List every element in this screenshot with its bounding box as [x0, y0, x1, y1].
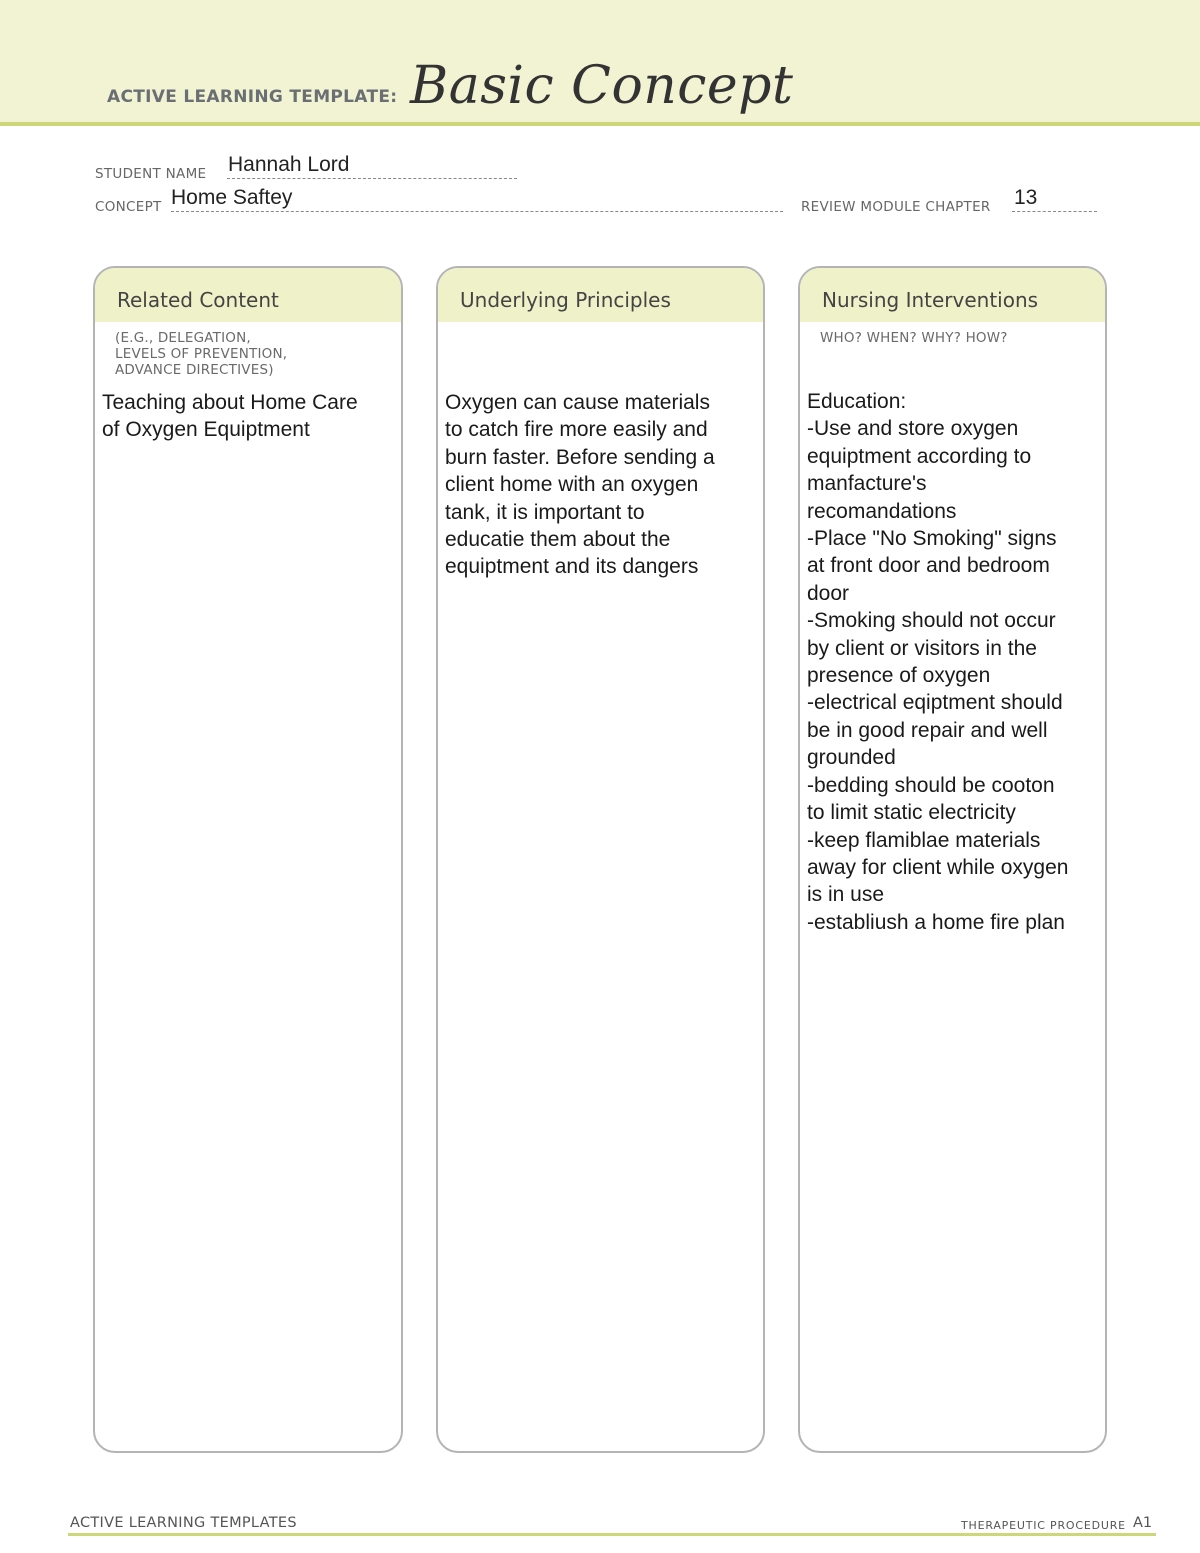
template-title: Basic Concept [410, 56, 794, 116]
text-line: client home with an oxygen [445, 473, 699, 497]
text-line: manfacture's [807, 472, 927, 496]
text-line: presence of oxygen [807, 664, 991, 688]
text-line: is in use [807, 883, 885, 907]
review-module-chapter-field[interactable]: 13 [1014, 186, 1038, 209]
text-line: Oxygen can cause materials [445, 391, 710, 414]
template-label: ACTIVE LEARNING TEMPLATE: [107, 87, 398, 107]
text-line: -electrical eqiptment should [807, 691, 1063, 715]
text-line: -Use and store oxygen [807, 417, 1019, 441]
text-line: grounded [807, 746, 896, 770]
related-content-card [93, 266, 403, 1453]
review-module-underline [1012, 211, 1097, 212]
header-divider [0, 122, 1200, 126]
hint-line: LEVELS OF PREVENTION, [115, 346, 288, 362]
nursing-interventions-hint [820, 330, 1008, 346]
text-line: of Oxygen Equiptment [102, 418, 310, 442]
student-name-underline [227, 178, 517, 179]
text-line: Teaching about Home Care [102, 391, 358, 414]
text-line: -keep flamiblae materials [807, 828, 1041, 852]
related-content-text[interactable] [102, 389, 397, 444]
text-line: burn faster. Before sending a [445, 445, 715, 469]
text-line: door [807, 581, 850, 605]
nursing-interventions-card [798, 266, 1107, 1453]
text-line: be in good repair and well [807, 718, 1048, 742]
concept-underline [171, 211, 783, 212]
text-line: away for client while oxygen [807, 855, 1069, 879]
underlying-principles-text[interactable] [445, 389, 759, 581]
text-line: at front door and bedroom [807, 554, 1050, 578]
student-name-label: STUDENT NAME [95, 166, 207, 182]
text-line: recomandations [807, 499, 957, 523]
related-content-title: Related Content [117, 288, 279, 312]
footer-divider [68, 1533, 1156, 1536]
text-line: -bedding should be cooton [807, 773, 1055, 797]
nursing-interventions-title: Nursing Interventions [822, 288, 1039, 312]
text-line: equiptment and its dangers [445, 555, 699, 579]
concept-label: CONCEPT [95, 199, 162, 215]
underlying-principles-title: Underlying Principles [460, 288, 671, 312]
text-line: -Place "No Smoking" signs [807, 527, 1057, 551]
text-line: Education: [807, 390, 907, 413]
related-content-hint [115, 330, 287, 378]
underlying-principles-card [436, 266, 765, 1453]
text-line: by client or visitors in the [807, 636, 1037, 660]
concept-field[interactable]: Home Saftey [171, 186, 293, 209]
hint-line: (E.G., DELEGATION, [115, 330, 251, 346]
hint-line: ADVANCE DIRECTIVES) [115, 362, 274, 378]
text-line: educatie them about the [445, 528, 671, 552]
page-number: A1 [1133, 1515, 1153, 1531]
footer-left-label: ACTIVE LEARNING TEMPLATES [70, 1515, 297, 1531]
text-line: tank, it is important to [445, 500, 645, 524]
text-line: -establiush a home fire plan [807, 910, 1065, 934]
text-line: to catch fire more easily and [445, 418, 708, 442]
nursing-interventions-text[interactable] [807, 388, 1101, 936]
review-module-label: REVIEW MODULE CHAPTER [801, 199, 991, 215]
text-line: equiptment according to [807, 444, 1032, 468]
student-name-field[interactable]: Hannah Lord [228, 153, 350, 176]
hint-line: WHO? WHEN? WHY? HOW? [820, 330, 1008, 346]
footer-right-label: THERAPEUTIC PROCEDURE [961, 1519, 1126, 1532]
text-line: to limit static electricity [807, 801, 1016, 825]
text-line: -Smoking should not occur [807, 609, 1056, 633]
